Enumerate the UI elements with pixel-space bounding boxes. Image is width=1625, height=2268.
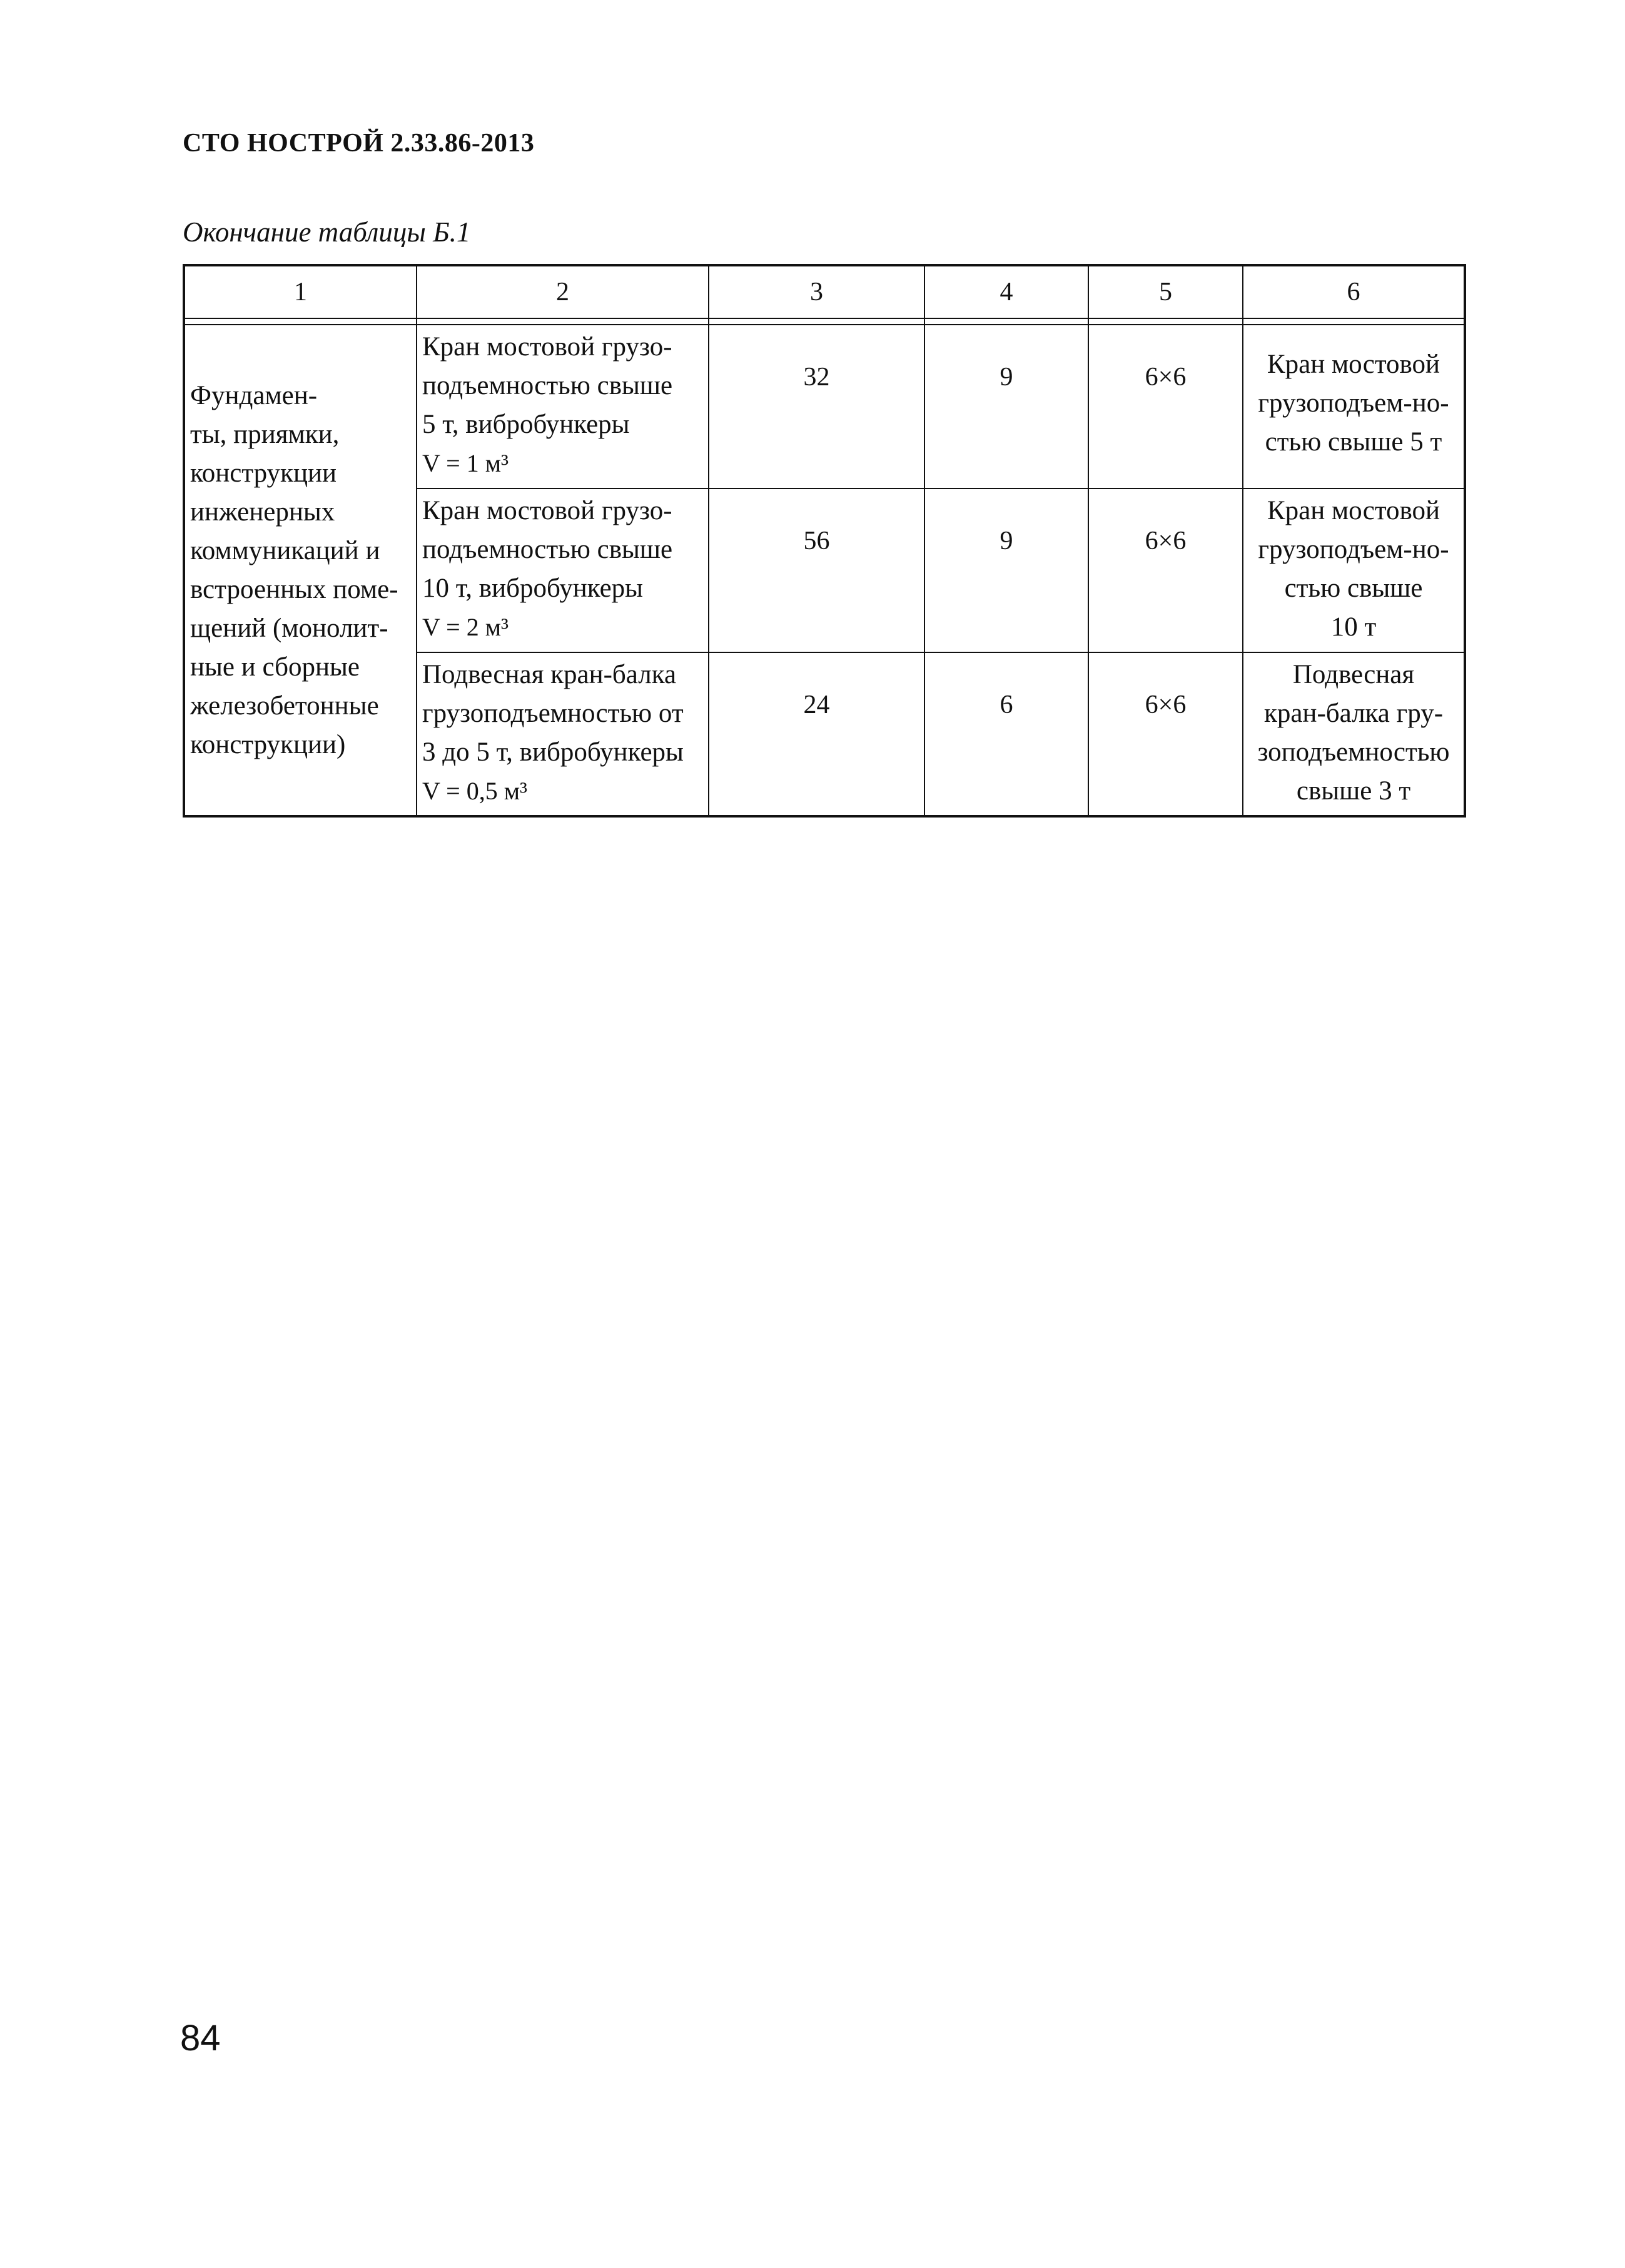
group-label-line: конструкции) — [190, 729, 346, 759]
crane-line: зоподъемностью — [1257, 737, 1450, 767]
cell-col4: 6 — [924, 652, 1088, 816]
equipment-cell — [417, 652, 709, 816]
crane-cell — [1243, 489, 1465, 652]
crane-cell — [1243, 325, 1465, 489]
group-label-line: Фундамен- — [190, 380, 318, 410]
equipment-line: Кран мостовой грузо- — [422, 332, 672, 362]
group-label-line: ты, приямки, — [190, 419, 340, 449]
cell-col5: 6×6 — [1088, 489, 1243, 652]
volume-value: V = 2 м³ — [422, 613, 509, 641]
column-number: 3 — [709, 265, 924, 318]
equipment-line: подъемностью свыше — [422, 535, 673, 564]
cell-col4: 9 — [924, 489, 1088, 652]
crane-line: Кран мостовой — [1267, 496, 1440, 525]
crane-line: свыше 3 т — [1296, 776, 1411, 806]
group-label-line: железобетонные — [190, 691, 379, 721]
table-caption: Окончание таблицы Б.1 — [183, 216, 471, 248]
equipment-line: грузоподъемностью от — [422, 699, 684, 728]
equipment-cell — [417, 489, 709, 652]
cell-col3: 56 — [709, 489, 924, 652]
volume-value: V = 0,5 м³ — [422, 777, 528, 805]
crane-line: грузоподъем-но- — [1258, 535, 1449, 564]
volume-value: V = 1 м³ — [422, 449, 509, 477]
column-number: 1 — [184, 265, 417, 318]
group-label-line: инженерных — [190, 497, 335, 527]
crane-line: кран-балка гру- — [1263, 699, 1444, 728]
column-number: 4 — [924, 265, 1088, 318]
crane-line: стью свыше — [1284, 574, 1423, 603]
group-label-cell — [184, 325, 417, 816]
equipment-line: 5 т, вибробункеры — [422, 410, 630, 439]
group-label-line: коммуникаций и — [190, 535, 380, 565]
data-table — [183, 264, 1466, 818]
document-code: СТО НОСТРОЙ 2.33.86-2013 — [183, 129, 535, 158]
page-number: 84 — [180, 2018, 221, 2058]
cell-col3: 32 — [709, 325, 924, 489]
cell-col3: 24 — [709, 652, 924, 816]
group-label-line: конструкции — [190, 458, 337, 488]
equipment-line: Подвесная кран-балка — [422, 660, 677, 689]
column-number: 2 — [417, 265, 709, 318]
cell-col5: 6×6 — [1088, 652, 1243, 816]
crane-line: стью свыше 5 т — [1265, 427, 1442, 457]
cell-col4: 9 — [924, 325, 1088, 489]
crane-line: 10 т — [1330, 612, 1377, 642]
equipment-line: Кран мостовой грузо- — [422, 496, 672, 525]
column-number: 6 — [1243, 265, 1465, 318]
group-label-line: щений (монолит- — [190, 613, 388, 643]
equipment-line: 3 до 5 т, вибробункеры — [422, 737, 684, 767]
table-header-row — [184, 265, 1465, 318]
crane-line: Подвесная — [1292, 660, 1415, 689]
crane-line: Кран мостовой — [1267, 350, 1440, 379]
cell-col5: 6×6 — [1088, 325, 1243, 489]
column-number: 5 — [1088, 265, 1243, 318]
equipment-line: 10 т, вибробункеры — [422, 574, 644, 603]
table-row — [184, 325, 1465, 489]
group-label-line: встроенных поме- — [190, 574, 398, 604]
group-label-line: ные и сборные — [190, 652, 360, 682]
crane-cell — [1243, 652, 1465, 816]
equipment-line: подъемностью свыше — [422, 371, 673, 400]
equipment-cell — [417, 325, 709, 489]
crane-line: грузоподъем-но- — [1258, 388, 1449, 418]
